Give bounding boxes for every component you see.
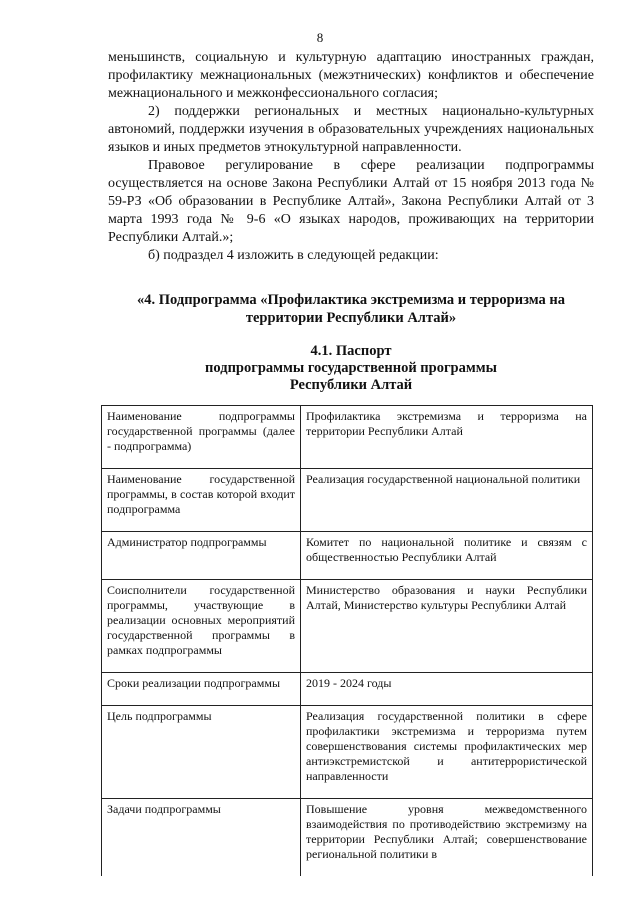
- paragraph-legal-regulation: Правовое регулирование в сфере реализации подпрограммы осуществляется на основе Закона Республики Алтай от 15 ноября 2013 года № 59-РЗ «Об образовании в Республике Алтай», Закона Республики Алтай от 3 марта 1993 года № 9-6 «О языках народов, проживающих на территории Республики Алтай.»;: [108, 158, 594, 245]
- paragraph-subsection-b: б) подраздел 4 изложить в следующей редакции:: [148, 248, 439, 263]
- row-label: Цель подпрограммы: [102, 706, 301, 799]
- table-row: [102, 532, 593, 580]
- table-row: [102, 706, 593, 799]
- body-text: [108, 49, 594, 265]
- row-value: Реализация государственной политики в сфере профилактики экстремизма и терроризма путем совершенствования системы профилактических мер антиэкстремистской и антитеррористической направленности: [301, 706, 593, 799]
- passport-heading-line-1: 4.1. Паспорт: [310, 343, 392, 359]
- table-row: [102, 469, 593, 532]
- page-number: 8: [316, 30, 324, 45]
- table-row: [102, 406, 593, 469]
- row-label: Администратор подпрограммы: [102, 532, 301, 580]
- row-label: Сроки реализации подпрограммы: [102, 673, 301, 706]
- row-label: Наименование подпрограммы государственной программы (далее - подпрограмма): [102, 406, 301, 469]
- paragraph-continuation: меньшинств, социальную и культурную адаптацию иностранных граждан, профилактику межнациональных (межэтнических) конфликтов и обеспечение межнационального и межконфессионального согласия;: [108, 50, 594, 101]
- row-label: Соисполнители государственной программы, участвующие в реализации основных мероприятий государственной программы в рамках подпрограммы: [102, 580, 301, 673]
- row-value: Повышение уровня межведомственного взаимодействия по противодействию экстремизму на территории Республики Алтай; совершенствование региональной политики в: [301, 799, 593, 877]
- table-row: [102, 673, 593, 706]
- row-value: Министерство образования и науки Республики Алтай, Министерство культуры Республики Алтай: [301, 580, 593, 673]
- table-row: [102, 580, 593, 673]
- row-value: Комитет по национальной политике и связям с общественностью Республики Алтай: [301, 532, 593, 580]
- passport-table: [101, 405, 593, 876]
- row-value: Реализация государственной национальной политики: [301, 469, 593, 532]
- row-value: Профилактика экстремизма и терроризма на территории Республики Алтай: [301, 406, 593, 469]
- row-label: Задачи подпрограммы: [102, 799, 301, 877]
- passport-heading-line-2: подпрограммы государственной программы: [205, 360, 497, 376]
- table-row: [102, 799, 593, 877]
- passport-heading-line-3: Республики Алтай: [289, 377, 413, 393]
- row-value: 2019 - 2024 годы: [301, 673, 593, 706]
- paragraph-item-2: 2) поддержки региональных и местных национально-культурных автономий, поддержки изучения в образовательных учреждениях национальных языков и иных предметов этнокультурной направленности.: [108, 104, 594, 155]
- passport-heading: [108, 343, 594, 394]
- subprogram-heading: «4. Подпрограмма «Профилактика экстремизма и терроризма на территории Республики Алтай»: [137, 292, 565, 326]
- row-label: Наименование государственной программы, в состав которой входит подпрограмма: [102, 469, 301, 532]
